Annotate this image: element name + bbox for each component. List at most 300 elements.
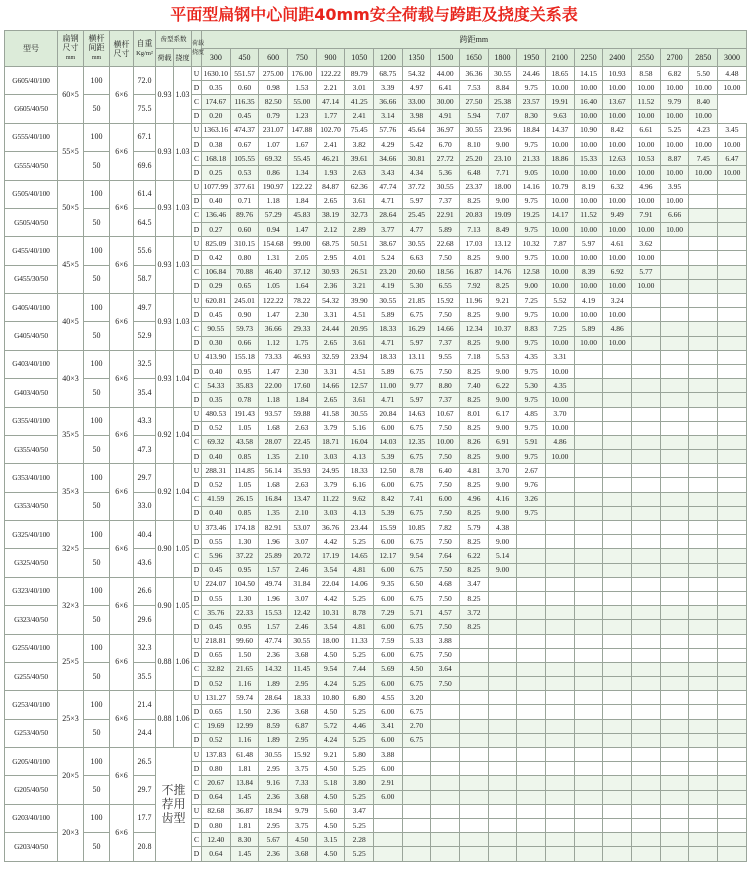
value-cell: 82.50	[259, 95, 288, 109]
value-cell	[402, 833, 431, 847]
load-type-cell: U	[192, 350, 202, 364]
value-cell: 6.00	[374, 591, 403, 605]
value-cell: 9.05	[517, 166, 546, 180]
value-cell: 0.45	[230, 109, 259, 123]
value-cell	[460, 677, 489, 691]
value-cell: 19.91	[546, 95, 575, 109]
table-row	[5, 577, 747, 591]
value-cell: 62.36	[345, 180, 374, 194]
value-cell: 106.84	[202, 265, 231, 279]
value-cell: 12.35	[402, 435, 431, 449]
value-cell: 3.43	[374, 166, 403, 180]
value-cell: 131.27	[202, 691, 231, 705]
value-cell: 8.01	[460, 407, 489, 421]
weight-cell: 26.6	[134, 577, 156, 605]
value-cell: 22.68	[431, 237, 460, 251]
value-cell: 10.00	[574, 336, 603, 350]
weight-cell: 21.4	[134, 691, 156, 719]
value-cell: 8.26	[460, 435, 489, 449]
value-cell	[574, 762, 603, 776]
value-cell: 4.96	[460, 492, 489, 506]
value-cell	[660, 464, 689, 478]
value-cell	[660, 492, 689, 506]
value-cell	[689, 450, 718, 464]
value-cell	[402, 790, 431, 804]
value-cell	[603, 549, 632, 563]
value-cell: 1.30	[230, 535, 259, 549]
value-cell: 474.37	[230, 123, 259, 137]
value-cell: 8.25	[460, 620, 489, 634]
value-cell	[689, 648, 718, 662]
value-cell	[546, 733, 575, 747]
value-cell: 6.75	[402, 705, 431, 719]
value-cell: 9.75	[517, 81, 546, 95]
value-cell: 6.75	[402, 563, 431, 577]
value-cell: 10.00	[689, 166, 718, 180]
value-cell	[546, 691, 575, 705]
value-cell: 9.21	[488, 294, 517, 308]
value-cell: 10.00	[689, 137, 718, 151]
value-cell	[689, 251, 718, 265]
value-cell: 0.95	[230, 563, 259, 577]
value-cell: 6.75	[402, 733, 431, 747]
value-cell	[718, 705, 747, 719]
load-type-cell: D	[192, 677, 202, 691]
serration-load-coef: 0.92	[156, 464, 174, 521]
value-cell	[546, 591, 575, 605]
value-cell	[660, 776, 689, 790]
value-cell: 27.72	[431, 152, 460, 166]
value-cell: 4.34	[402, 166, 431, 180]
value-cell: 6.17	[488, 407, 517, 421]
value-cell: 1.96	[259, 591, 288, 605]
value-cell	[718, 818, 747, 832]
flat-size-cell: 25×3	[58, 691, 84, 748]
value-cell	[488, 762, 517, 776]
value-cell: 2.05	[288, 251, 317, 265]
value-cell: 14.32	[259, 662, 288, 676]
load-type-cell: U	[192, 748, 202, 762]
value-cell: 10.00	[603, 308, 632, 322]
value-cell: 7.37	[431, 194, 460, 208]
value-cell	[689, 478, 718, 492]
table-row	[5, 407, 747, 421]
value-cell: 377.61	[230, 180, 259, 194]
value-cell: 4.35	[517, 350, 546, 364]
header-span-value: 300	[202, 49, 231, 67]
value-cell: 10.00	[574, 223, 603, 237]
value-cell	[632, 847, 661, 861]
value-cell	[632, 620, 661, 634]
value-cell: 22.00	[259, 379, 288, 393]
value-cell	[660, 237, 689, 251]
value-cell: 2.63	[345, 166, 374, 180]
value-cell	[718, 620, 747, 634]
value-cell: 4.48	[718, 67, 747, 81]
value-cell: 2.65	[316, 194, 345, 208]
value-cell	[431, 748, 460, 762]
value-cell: 8.59	[259, 719, 288, 733]
value-cell: 9.49	[603, 208, 632, 222]
value-cell: 9.62	[345, 492, 374, 506]
value-cell: 9.75	[517, 336, 546, 350]
serration-deflection-coef: 1.04	[174, 350, 192, 407]
value-cell: 0.60	[230, 81, 259, 95]
load-type-cell: C	[192, 379, 202, 393]
value-cell: 10.00	[603, 336, 632, 350]
value-cell: 3.54	[316, 620, 345, 634]
value-cell	[574, 563, 603, 577]
value-cell	[718, 506, 747, 520]
value-cell: 6.40	[431, 464, 460, 478]
header-span-value: 600	[259, 49, 288, 67]
value-cell: 3.07	[288, 535, 317, 549]
value-cell: 6.00	[374, 421, 403, 435]
value-cell: 16.40	[574, 95, 603, 109]
spacing-cell: 100	[84, 634, 110, 662]
value-cell: 10.00	[574, 194, 603, 208]
load-type-cell: C	[192, 208, 202, 222]
value-cell: 39.61	[345, 152, 374, 166]
model-cell: G353/40/100	[5, 464, 58, 492]
load-type-cell: D	[192, 705, 202, 719]
value-cell: 6.75	[402, 421, 431, 435]
value-cell: 31.84	[288, 577, 317, 591]
value-cell: 28.64	[374, 208, 403, 222]
value-cell: 0.38	[202, 137, 231, 151]
value-cell: 218.81	[202, 634, 231, 648]
value-cell: 4.01	[345, 251, 374, 265]
value-cell: 9.55	[431, 350, 460, 364]
value-cell	[689, 691, 718, 705]
value-cell	[546, 818, 575, 832]
value-cell: 3.68	[288, 790, 317, 804]
load-type-cell: D	[192, 421, 202, 435]
value-cell: 2.10	[288, 450, 317, 464]
value-cell: 17.60	[288, 379, 317, 393]
value-cell: 9.75	[517, 223, 546, 237]
value-cell	[660, 563, 689, 577]
header-span-value: 900	[316, 49, 345, 67]
value-cell: 11.96	[460, 294, 489, 308]
value-cell: 10.00	[546, 450, 575, 464]
value-cell: 10.00	[660, 223, 689, 237]
value-cell: 5.79	[460, 521, 489, 535]
value-cell: 47.74	[259, 634, 288, 648]
value-cell: 3.41	[374, 719, 403, 733]
value-cell: 5.25	[345, 677, 374, 691]
value-cell: 46.21	[316, 152, 345, 166]
value-cell	[546, 719, 575, 733]
load-type-cell: D	[192, 450, 202, 464]
value-cell	[603, 748, 632, 762]
value-cell: 14.16	[517, 180, 546, 194]
value-cell: 1.67	[288, 137, 317, 151]
value-cell: 1.64	[288, 279, 317, 293]
value-cell: 7.50	[431, 506, 460, 520]
value-cell: 1.12	[259, 336, 288, 350]
model-cell: G203/40/100	[5, 804, 58, 832]
value-cell: 4.24	[316, 733, 345, 747]
value-cell: 36.66	[374, 95, 403, 109]
value-cell: 3.47	[345, 804, 374, 818]
value-cell: 5.25	[660, 123, 689, 137]
load-type-cell: C	[192, 833, 202, 847]
value-cell: 22.45	[288, 435, 317, 449]
value-cell	[632, 563, 661, 577]
value-cell: 9.00	[488, 308, 517, 322]
value-cell	[718, 776, 747, 790]
value-cell	[574, 748, 603, 762]
value-cell	[660, 478, 689, 492]
weight-cell: 49.7	[134, 294, 156, 322]
value-cell: 36.87	[230, 804, 259, 818]
value-cell	[632, 535, 661, 549]
value-cell	[632, 407, 661, 421]
value-cell	[574, 464, 603, 478]
value-cell: 8.30	[230, 833, 259, 847]
header-span-value: 2100	[546, 49, 575, 67]
value-cell: 89.76	[230, 208, 259, 222]
flat-size-cell: 32×3	[58, 577, 84, 634]
value-cell: 0.52	[202, 478, 231, 492]
value-cell	[718, 265, 747, 279]
value-cell: 4.57	[431, 606, 460, 620]
spacing-cell: 50	[84, 95, 110, 123]
header-span-value: 1500	[431, 49, 460, 67]
value-cell	[689, 833, 718, 847]
value-cell: 7.50	[431, 591, 460, 605]
value-cell: 7.37	[431, 336, 460, 350]
load-type-cell: D	[192, 109, 202, 123]
value-cell: 6.16	[345, 478, 374, 492]
value-cell: 6.00	[431, 492, 460, 506]
value-cell: 11.33	[345, 634, 374, 648]
value-cell: 1.93	[316, 166, 345, 180]
value-cell	[660, 535, 689, 549]
value-cell: 5.42	[402, 137, 431, 151]
crossbar-cell: 6×6	[110, 180, 134, 237]
value-cell: 82.68	[202, 804, 231, 818]
value-cell: 1.45	[230, 790, 259, 804]
value-cell: 69.32	[202, 435, 231, 449]
crossbar-cell: 6×6	[110, 748, 134, 805]
value-cell: 1.81	[230, 818, 259, 832]
value-cell: 2.70	[402, 719, 431, 733]
value-cell: 6.75	[402, 478, 431, 492]
value-cell	[460, 634, 489, 648]
crossbar-cell: 6×6	[110, 691, 134, 748]
value-cell	[603, 435, 632, 449]
value-cell: 5.33	[402, 634, 431, 648]
load-type-cell: D	[192, 762, 202, 776]
value-cell: 0.40	[202, 506, 231, 520]
value-cell	[718, 237, 747, 251]
value-cell: 0.35	[202, 81, 231, 95]
value-cell: 176.00	[288, 67, 317, 81]
load-type-cell: D	[192, 620, 202, 634]
value-cell	[718, 662, 747, 676]
value-cell	[660, 279, 689, 293]
value-cell: 10.32	[517, 237, 546, 251]
value-cell: 2.36	[259, 847, 288, 861]
value-cell	[574, 620, 603, 634]
value-cell: 1.07	[259, 137, 288, 151]
value-cell	[689, 818, 718, 832]
serration-load-coef: 0.88	[156, 691, 174, 748]
value-cell: 7.50	[431, 450, 460, 464]
value-cell: 19.25	[517, 208, 546, 222]
value-cell	[689, 563, 718, 577]
value-cell: 9.75	[517, 506, 546, 520]
value-cell	[632, 662, 661, 676]
load-type-cell: U	[192, 407, 202, 421]
value-cell: 16.87	[460, 265, 489, 279]
value-cell: 4.77	[402, 223, 431, 237]
value-cell: 147.88	[288, 123, 317, 137]
value-cell: 3.80	[345, 776, 374, 790]
value-cell: 2.28	[345, 833, 374, 847]
value-cell	[718, 691, 747, 705]
header-span-value: 2400	[603, 49, 632, 67]
table-row	[5, 294, 747, 308]
value-cell	[689, 336, 718, 350]
value-cell	[660, 748, 689, 762]
value-cell	[632, 804, 661, 818]
value-cell: 10.00	[718, 137, 747, 151]
value-cell	[574, 478, 603, 492]
value-cell: 9.00	[488, 364, 517, 378]
flat-size-cell: 45×5	[58, 237, 84, 294]
value-cell: 6.47	[718, 152, 747, 166]
value-cell: 45.64	[402, 123, 431, 137]
value-cell: 84.87	[316, 180, 345, 194]
serration-deflection-coef: 1.03	[174, 294, 192, 351]
value-cell	[718, 350, 747, 364]
value-cell: 8.25	[460, 364, 489, 378]
table-row	[5, 634, 747, 648]
value-cell: 10.00	[603, 279, 632, 293]
value-cell: 0.40	[202, 450, 231, 464]
value-cell	[660, 705, 689, 719]
load-type-cell: D	[192, 194, 202, 208]
value-cell: 18.86	[546, 152, 575, 166]
value-cell: 12.50	[374, 464, 403, 478]
value-cell: 5.25	[345, 847, 374, 861]
value-cell: 105.55	[230, 152, 259, 166]
value-cell	[660, 677, 689, 691]
value-cell: 6.75	[402, 648, 431, 662]
value-cell: 10.00	[689, 81, 718, 95]
value-cell	[689, 237, 718, 251]
value-cell: 1.35	[259, 506, 288, 520]
value-cell: 0.35	[202, 393, 231, 407]
value-cell: 4.24	[316, 677, 345, 691]
value-cell: 8.80	[431, 379, 460, 393]
header-span-value: 1650	[460, 49, 489, 67]
value-cell: 2.36	[316, 279, 345, 293]
value-cell: 7.41	[402, 492, 431, 506]
value-cell: 89.79	[345, 67, 374, 81]
header-span-value: 3000	[718, 49, 747, 67]
value-cell	[660, 591, 689, 605]
model-cell: G323/40/100	[5, 577, 58, 605]
value-cell: 6.80	[345, 691, 374, 705]
value-cell	[546, 833, 575, 847]
value-cell: 8.10	[460, 137, 489, 151]
value-cell: 9.00	[488, 478, 517, 492]
value-cell	[603, 492, 632, 506]
flat-size-cell: 32×5	[58, 521, 84, 578]
value-cell: 4.71	[374, 393, 403, 407]
value-cell: 1.47	[259, 364, 288, 378]
value-cell	[488, 733, 517, 747]
value-cell	[402, 804, 431, 818]
value-cell	[517, 563, 546, 577]
value-cell	[603, 705, 632, 719]
value-cell: 1.89	[259, 677, 288, 691]
value-cell	[718, 464, 747, 478]
spacing-cell: 50	[84, 719, 110, 747]
value-cell	[718, 393, 747, 407]
value-cell: 7.50	[431, 648, 460, 662]
value-cell: 5.36	[431, 166, 460, 180]
value-cell	[689, 677, 718, 691]
value-cell: 7.59	[374, 634, 403, 648]
value-cell	[574, 435, 603, 449]
header-span-value: 450	[230, 49, 259, 67]
value-cell: 35.83	[230, 379, 259, 393]
value-cell: 45.83	[288, 208, 317, 222]
value-cell	[488, 634, 517, 648]
value-cell: 8.25	[460, 421, 489, 435]
value-cell: 56.14	[259, 464, 288, 478]
load-type-cell: C	[192, 322, 202, 336]
value-cell: 14.66	[431, 322, 460, 336]
value-cell: 5.25	[345, 762, 374, 776]
value-cell	[460, 762, 489, 776]
value-cell: 1.34	[288, 166, 317, 180]
value-cell	[718, 180, 747, 194]
value-cell: 9.00	[488, 535, 517, 549]
value-cell: 0.20	[202, 109, 231, 123]
value-cell: 7.07	[488, 109, 517, 123]
value-cell: 3.14	[374, 109, 403, 123]
value-cell	[546, 677, 575, 691]
value-cell: 0.40	[202, 194, 231, 208]
value-cell: 9.00	[488, 336, 517, 350]
value-cell: 46.93	[288, 350, 317, 364]
spacing-cell: 50	[84, 662, 110, 690]
value-cell: 10.00	[632, 109, 661, 123]
header-model: 型号	[5, 31, 58, 67]
value-cell: 9.00	[488, 251, 517, 265]
value-cell: 0.53	[230, 166, 259, 180]
value-cell	[517, 776, 546, 790]
value-cell: 13.84	[230, 776, 259, 790]
value-cell	[517, 648, 546, 662]
value-cell: 104.50	[230, 577, 259, 591]
value-cell: 7.18	[460, 350, 489, 364]
model-cell: G355/40/50	[5, 435, 58, 463]
value-cell: 16.29	[402, 322, 431, 336]
value-cell	[632, 478, 661, 492]
value-cell: 9.00	[517, 279, 546, 293]
crossbar-cell: 6×6	[110, 294, 134, 351]
value-cell	[603, 804, 632, 818]
value-cell	[718, 719, 747, 733]
value-cell	[718, 606, 747, 620]
